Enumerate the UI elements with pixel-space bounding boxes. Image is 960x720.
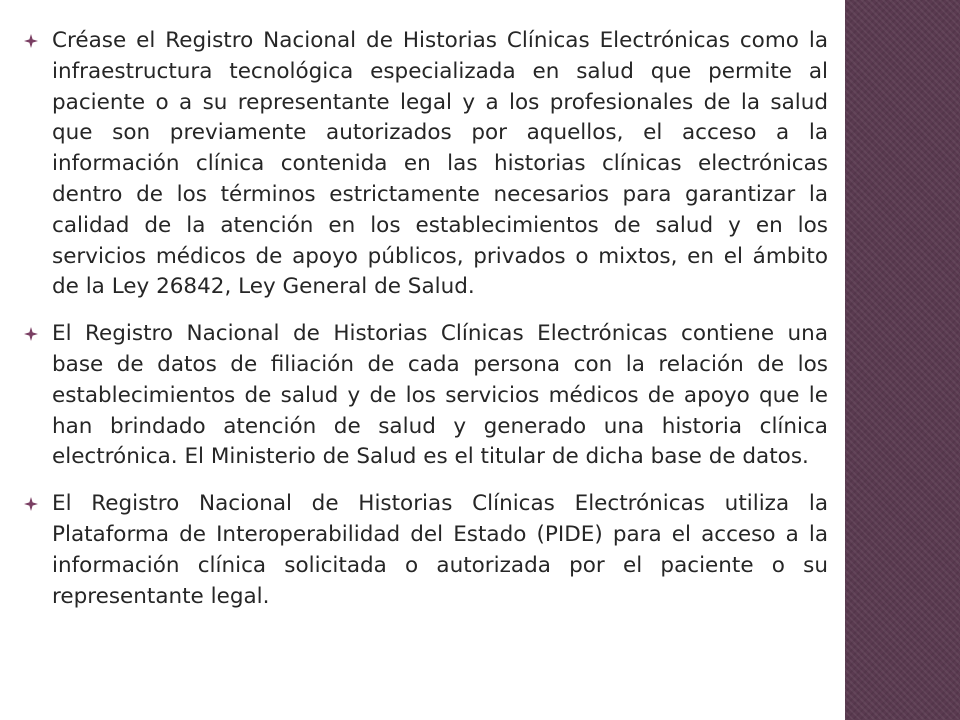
bullet-text: El Registro Nacional de Historias Clínicas Electrónicas contiene una base de datos de filiación de cada persona con la relación de los establecimientos de salud y de los servicios médicos de apoyo que le han brindado atención de salud y generado una historia clínica electrónica. El Ministerio de Salud es el titular de dicha base de datos. <box>52 321 828 470</box>
bullet-item <box>20 26 828 303</box>
diamond-bullet-icon <box>24 327 38 341</box>
diamond-bullet-icon <box>24 497 38 511</box>
bullet-item <box>20 489 828 612</box>
bullet-text: Créase el Registro Nacional de Historias Clínicas Electrónicas como la infraestructura tecnológica especializada en salud que permite al paciente o a su representante legal y a los profesionales de la salud que son previamente autorizados por aquellos, el acceso a la información clínica contenida en las historias clínicas electrónicas dentro de los términos estrictamente necesarios para garantizar la calidad de la atención en los establecimientos de salud y en los servicios médicos de apoyo públicos, privados o mixtos, en el ámbito de la Ley 26842, Ley General de Salud. <box>52 28 828 300</box>
bullet-text: El Registro Nacional de Historias Clínicas Electrónicas utiliza la Plataforma de Interoperabilidad del Estado (PIDE) para el acceso a la información clínica solicitada o autorizada por el paciente o su representante legal. <box>52 491 828 609</box>
diamond-bullet-icon <box>24 34 38 48</box>
decorative-side-band <box>845 0 960 720</box>
bullet-item <box>20 319 828 473</box>
bullet-list <box>20 26 828 628</box>
